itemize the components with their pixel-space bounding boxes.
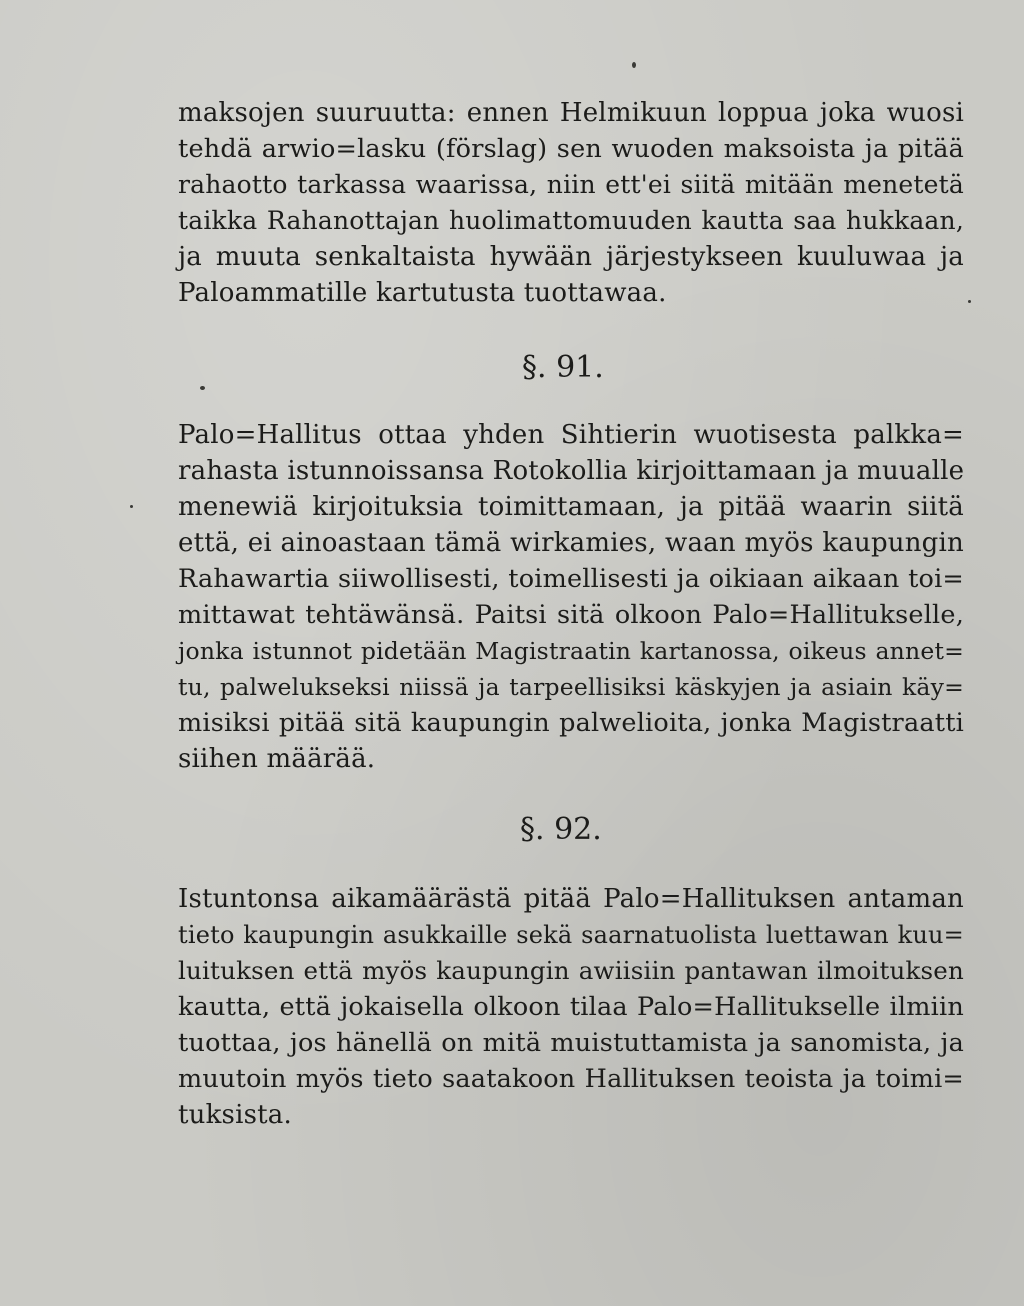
intro-line-1: maksojen suuruutta: ennen Helmikuun loppua joka wuosi: [178, 98, 964, 128]
intro-line-5: ja muuta senkaltaista hywään järjestykseen kuuluwaa ja: [178, 242, 964, 272]
intro-line-3: rahaotto tarkassa waarissa, niin ett'ei siitä mitään menetetä: [178, 170, 964, 199]
intro-line-4: taikka Rahanottajan huolimattomuuden kautta saa hukkaan,: [178, 206, 964, 235]
s91-line-4: että, ei ainoastaan tämä wirkamies, waan myös kaupungin: [178, 528, 964, 558]
scan-speck: [130, 505, 133, 508]
s92-line-7: tuksista.: [178, 1100, 292, 1130]
scan-speck: [968, 300, 971, 303]
section-92-heading: §. 92.: [520, 812, 602, 847]
s91-line-8: tu, palwelukseksi niissä ja tarpeellisiksi käskyjen ja asiain käy=: [178, 673, 964, 701]
scan-speck: [632, 62, 636, 68]
intro-line-2: tehdä arwio=lasku (förslag) sen wuoden maksoista ja pitää: [178, 134, 964, 164]
s91-line-3: menewiä kirjoituksia toimittamaan, ja pitää waarin siitä: [178, 492, 964, 522]
s92-line-5: tuottaa, jos hänellä on mitä muistuttamista ja sanomista, ja: [178, 1028, 964, 1058]
s91-line-1: Palo=Hallitus ottaa yhden Sihtierin wuotisesta palkka=: [178, 420, 964, 450]
s91-line-5: Rahawartia siiwollisesti, toimellisesti ja oikiaan aikaan toi=: [178, 564, 964, 594]
s91-line-9: misiksi pitää sitä kaupungin palwelioita, jonka Magistraatti: [178, 708, 964, 738]
section-91-heading: §. 91.: [522, 350, 604, 385]
intro-line-6: Paloammatille kartutusta tuottawaa.: [178, 278, 667, 308]
s92-line-4: kautta, että jokaisella olkoon tilaa Palo=Hallitukselle ilmiin: [178, 992, 964, 1022]
s92-line-3: luituksen että myös kaupungin awiisiin pantawan ilmoituksen: [178, 956, 964, 985]
s91-line-10: siihen määrää.: [178, 744, 376, 774]
s92-line-1: Istuntonsa aikamäärästä pitää Palo=Hallituksen antaman: [178, 884, 964, 914]
s91-line-6: mittawat tehtäwänsä. Paitsi sitä olkoon Palo=Hallitukselle,: [178, 600, 964, 630]
s91-line-2: rahasta istunnoissansa Rotokollia kirjoittamaan ja muualle: [178, 456, 965, 486]
s91-line-7: jonka istunnot pidetään Magistraatin kartanossa, oikeus annet=: [178, 637, 964, 665]
s92-line-6: muutoin myös tieto saatakoon Hallituksen teoista ja toimi=: [178, 1064, 964, 1094]
s92-line-2: tieto kaupungin asukkaille sekä saarnatuolista luettawan kuu=: [178, 921, 964, 949]
scan-speck: [200, 386, 205, 390]
